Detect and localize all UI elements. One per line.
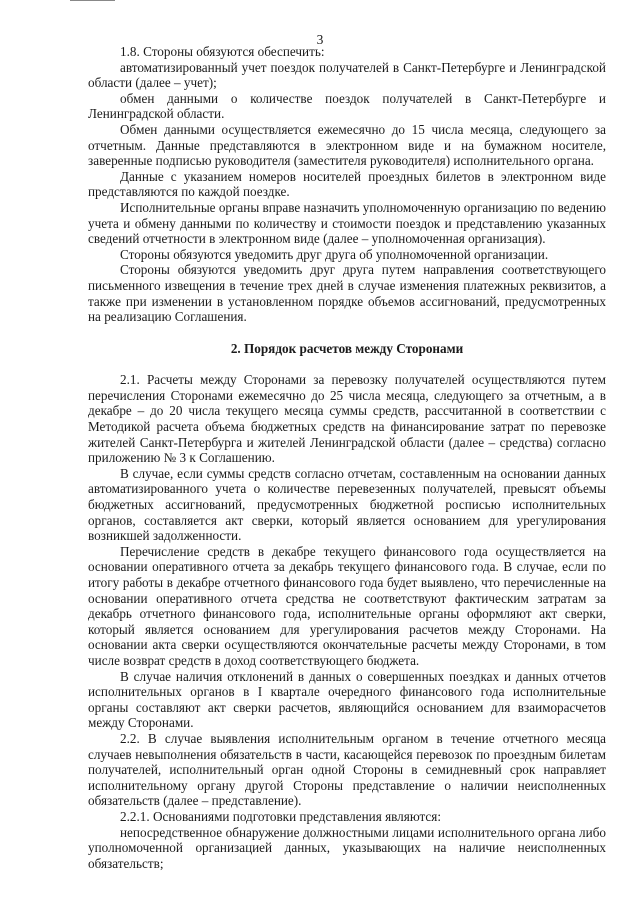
paragraph-exchange: обмен данными о количестве поездок получателей в Санкт-Петербурге и Ленинградской области. bbox=[88, 90, 606, 122]
paragraph-accounting: автоматизированный учет поездок получателей в Санкт-Петербурге и Ленинградской области (далее – учет); bbox=[88, 59, 606, 91]
page-number: 3 bbox=[316, 32, 324, 47]
section-heading: 2. Порядок расчетов между Сторонами bbox=[230, 340, 464, 356]
spacer bbox=[88, 325, 606, 341]
spacer bbox=[88, 356, 606, 372]
paragraph-december-transfer: Перечисление средств в декабре текущего финансового года осуществляется на основании оперативного отчета за декабрь текущего финансового года. В случае, если по итогу работы в декабре отчетного финансового года будет выявлено, что перечисленные на основании оперативного отчета средства не соответствуют фактическим затратам за декабрь отчетного финансового года, исполнительные органы оформляют акт сверки, который является основанием для урегулирования расчетов между Сторонами. На основании акта сверки осуществляются окончательные расчеты между Сторонами, в том числе возврат средств в доход соответствующего бюджета. bbox=[88, 543, 606, 668]
paragraph-notify-org: Стороны обязуются уведомить друг друга об уполномоченной организации. bbox=[120, 246, 549, 262]
paragraph-2-1: 2.1. Расчеты между Сторонами за перевозку получателей осуществляются путем перечисления Сторонами ежемесячно до 25 числа месяца, следующего за отчетным, а в декабре – до 20 числа текущего месяца суммы средств, рассчитанной в соответствии с Методикой расчета объема бюджетных средств на финансирование затрат по перевозке жителей Санкт-Петербурга и жителей Ленинградской области (далее – средства) согласно приложению № 3 к Соглашению. bbox=[88, 372, 606, 466]
paragraph-1-8: 1.8. Стороны обязуются обеспечить: bbox=[120, 44, 325, 59]
paragraph-deviations: В случае наличия отклонений в данных о совершенных поездках и данных отчетов исполнительных органов в I квартале очередного финансового года исполнительные органы составляют акт сверки расчетов, являющийся основанием для взаиморасчетов между Сторонами. bbox=[88, 668, 606, 731]
paragraph-direct-detection: непосредственное обнаружение должностными лицами исполнительного органа либо уполномоченной организацией данных, указывающих на наличие неисполненных обязательств; bbox=[88, 824, 606, 871]
paragraph-ticket-data: Данные с указанием номеров носителей проездных билетов в электронном виде представляются по каждой поездке. bbox=[88, 168, 606, 200]
paragraph-authorized-org: Исполнительные органы вправе назначить уполномоченную организацию по ведению учета и обмену данными по количеству и стоимости поездок и представлению указанных сведений отчетности в электронном виде (далее – уполномоченная организация). bbox=[88, 199, 606, 247]
paragraph-2-2-1: 2.2.1. Основаниями подготовки представления являются: bbox=[120, 808, 442, 824]
document-body bbox=[88, 44, 606, 871]
paragraph-monthly-exchange: Обмен данными осуществляется ежемесячно до 15 числа месяца, следующего за отчетным. Данные представляются в электронном виде и на бумажном носителе, заверенные подписью руководителя (заместителя руководителя) исполнительного органа. bbox=[88, 121, 606, 169]
paragraph-notify-changes: Стороны обязуются уведомить друг друга путем направления соответствующего письменного извещения в течение трех дней в случае изменения платежных реквизитов, а также при изменении в установленном порядке объемов ассигнований, предусмотренных на реализацию Соглашения. bbox=[88, 262, 606, 325]
paragraph-2-2: 2.2. В случае выявления исполнительным органом в течение отчетного месяца случаев невыполнения обязательств в части, касающейся перевозок по проездным билетам получателей, исполнительный орган одной Стороны в семидневный срок направляет исполнительному органу другой Стороны представление о наличии неисполненных обязательств (далее – представление). bbox=[88, 730, 606, 809]
paragraph-excess-funds: В случае, если суммы средств согласно отчетам, составленным на основании данных автоматизированного учета о количестве перевезенных получателей, превысят объемы бюджетных ассигнований, предусмотренных бюджетной росписью исполнительных органов, составляется акт сверки, который является основанием для урегулирования возникшей задолженности. bbox=[88, 465, 606, 544]
top-rule bbox=[70, 0, 115, 1]
